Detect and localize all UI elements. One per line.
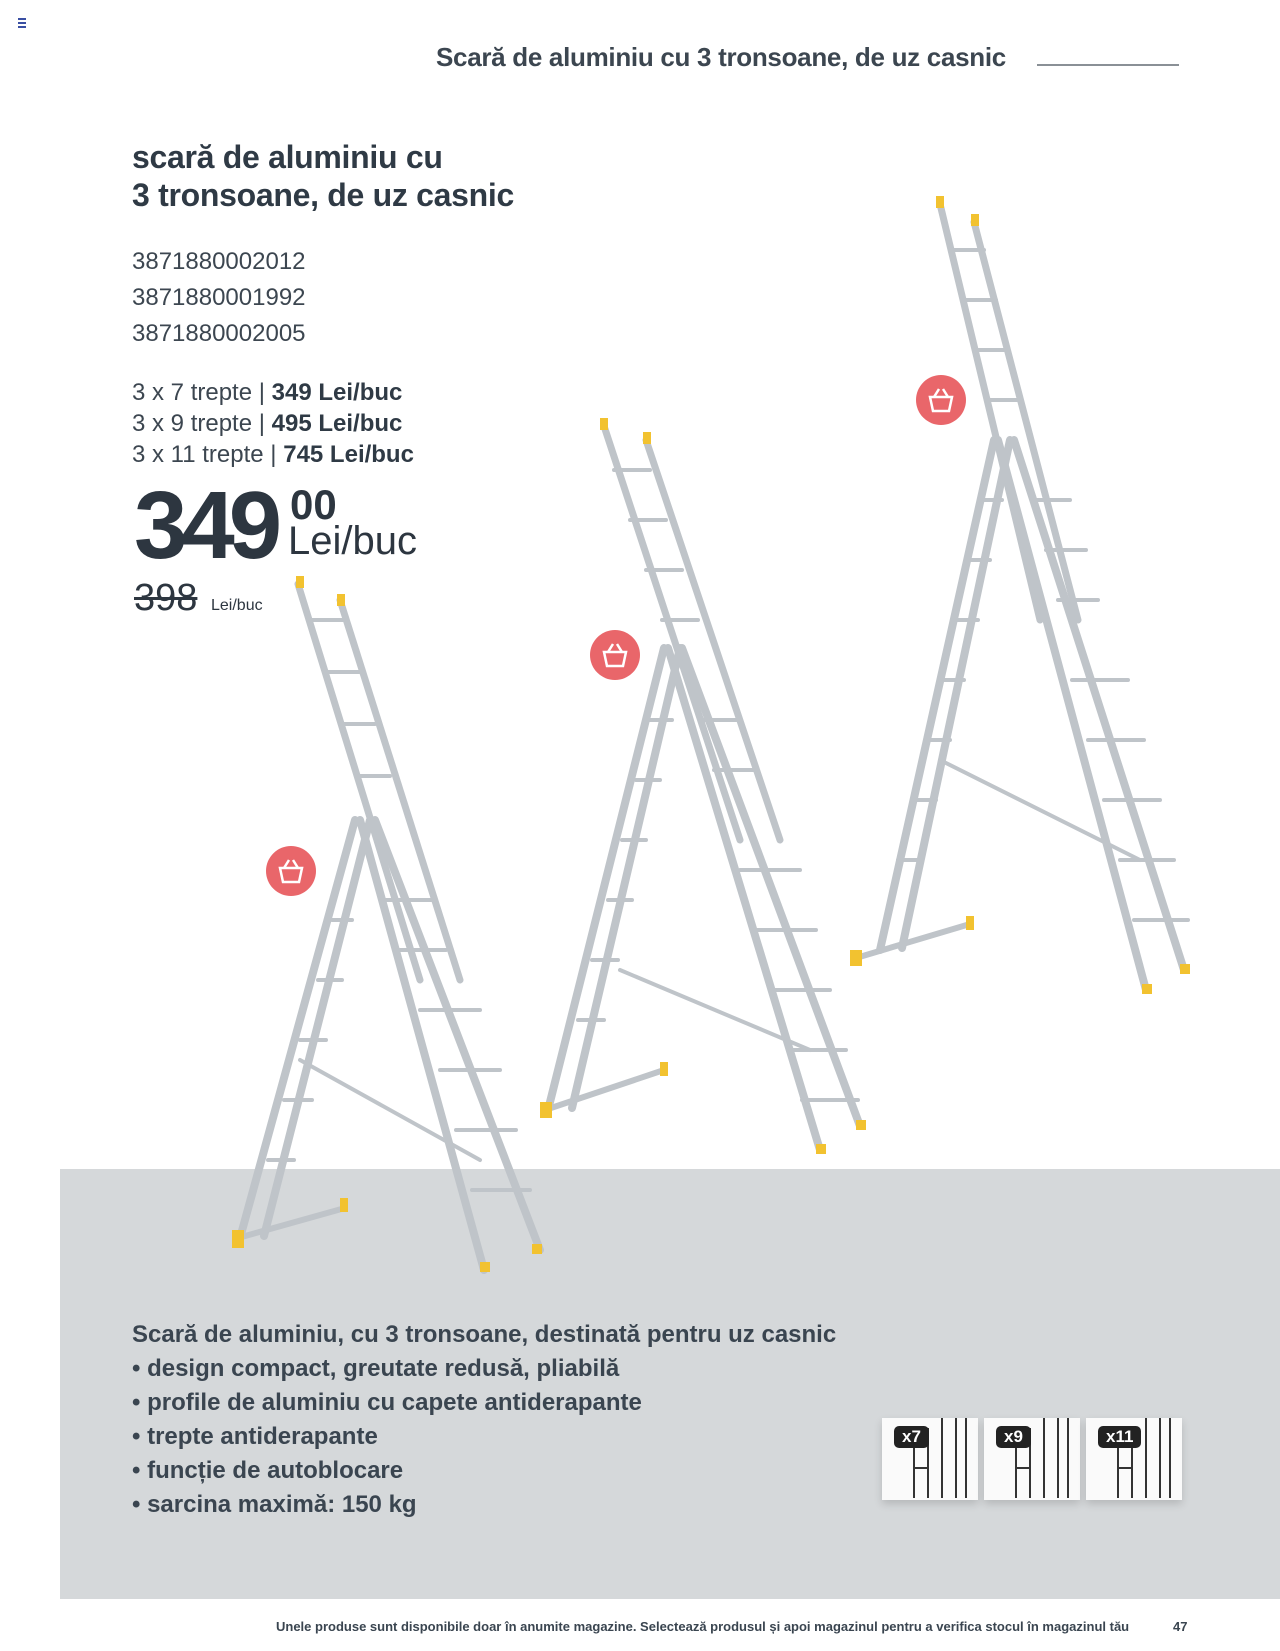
feature-item: • sarcina maximă: 150 kg	[132, 1488, 836, 1522]
basket-icon	[590, 630, 640, 680]
description-heading: Scară de aluminiu, cu 3 tronsoane, destinată pentru uz casnic	[132, 1321, 837, 1348]
price-decimal: 00	[290, 481, 337, 528]
product-title-line-1: scară de aluminiu cu	[132, 139, 443, 175]
page-header-title: Scară de aluminiu cu 3 tronsoane, de uz casnic	[436, 42, 1006, 72]
variant-row: 3 x 11 trepte | 745 Lei/buc	[132, 441, 414, 468]
product-title-line-2: 3 tronsoane, de uz casnic	[132, 177, 514, 213]
product-code: 3871880001992	[132, 284, 306, 311]
add-to-basket-button[interactable]	[590, 630, 640, 680]
ladder-3x7	[238, 584, 540, 1270]
step-badge-label: x7	[894, 1426, 929, 1448]
feature-item: • trepte antiderapante	[132, 1420, 836, 1454]
variant-label: 3 x 11 trepte	[132, 441, 264, 468]
variant-price-list	[132, 377, 414, 470]
footer-note: Unele produse sunt disponibile doar în anumite magazine. Selectează produsul și apoi magazinul pentru a verifica stocul în magazinul tău	[276, 1619, 1130, 1634]
product-code: 3871880002005	[132, 320, 306, 347]
old-price: 398	[134, 577, 198, 619]
variant-label: 3 x 9 trepte	[132, 410, 253, 437]
product-codes	[132, 244, 306, 352]
product-title	[132, 138, 652, 214]
variant-price: 349 Lei/buc	[271, 379, 403, 406]
step-badge-x7	[882, 1418, 978, 1500]
feature-item: • profile de aluminiu cu capete antiderapante	[132, 1386, 836, 1420]
feature-item: • design compact, greutate redusă, pliabilă	[132, 1352, 836, 1386]
feature-item: • funcție de autoblocare	[132, 1454, 836, 1488]
page-number: 47	[1173, 1619, 1188, 1634]
step-badge-label: x11	[1098, 1426, 1141, 1448]
ladder-3x11	[856, 204, 1188, 990]
price-unit: Lei/buc	[288, 519, 417, 563]
price-integer: 349	[134, 472, 277, 579]
variant-row: 3 x 7 trepte | 349 Lei/buc	[132, 379, 403, 406]
variant-price: 745 Lei/buc	[283, 441, 414, 468]
ladder-3x9	[545, 426, 860, 1150]
variant-label: 3 x 7 trepte	[132, 379, 253, 406]
add-to-basket-button[interactable]	[916, 375, 966, 425]
step-badge-label: x9	[996, 1426, 1031, 1448]
step-badge-x11	[1086, 1418, 1182, 1500]
add-to-basket-button[interactable]	[266, 846, 316, 896]
basket-icon	[266, 846, 316, 896]
variant-price: 495 Lei/buc	[271, 410, 403, 437]
basket-icon	[916, 375, 966, 425]
product-description	[132, 1318, 836, 1522]
product-code: 3871880002012	[132, 248, 306, 275]
variant-row: 3 x 9 trepte | 495 Lei/buc	[132, 410, 403, 437]
step-badge-x9	[984, 1418, 1080, 1500]
feature-list	[132, 1352, 836, 1522]
old-price-unit: Lei/buc	[211, 597, 263, 614]
